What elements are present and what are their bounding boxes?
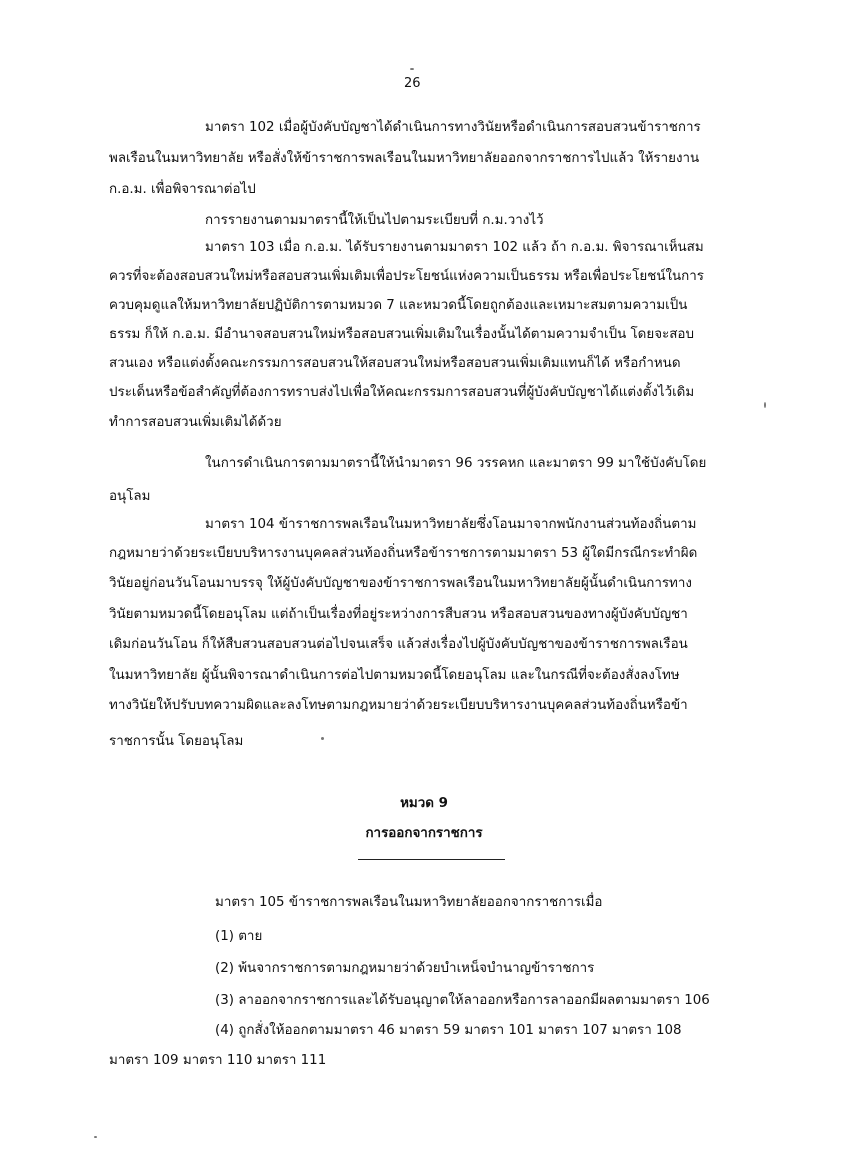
section-102-line-1: มาตรา 102 เมื่อผู้บังคับบัญชาได้ดำเนินการทางวินัยหรือดำเนินการสอบสวนข้าราชการ	[205, 120, 701, 135]
section-103-line-5: สวนเอง หรือแต่งตั้งคณะกรรมการสอบสวนให้สอบสวนใหม่หรือสอบสวนเพิ่มเติมแทนก็ได้ หรือกำหนด	[109, 356, 681, 371]
section-105-item-3: (3) ลาออกจากราชการและได้รับอนุญาตให้ลาออกหรือการลาออกมีผลตามมาตรา 106	[215, 993, 710, 1008]
section-104-line-8: ราชการนั้น โดยอนุโลม	[109, 734, 244, 749]
section-103-line-1: มาตรา 103 เมื่อ ก.อ.ม. ได้รับรายงานตามมาตรา 102 แล้ว ถ้า ก.อ.ม. พิจารณาเห็นสม	[205, 240, 704, 255]
scan-speck	[410, 68, 414, 70]
section-104-line-5: เดิมก่อนวันโอน ก็ให้สืบสวนสอบสวนต่อไปจนเสร็จ แล้วส่งเรื่องไปผู้บังคับบัญชาของข้าราชการพลเรือน	[109, 637, 688, 652]
section-103-line-2: ควรที่จะต้องสอบสวนใหม่หรือสอบสวนเพิ่มเติมเพื่อประโยชน์แห่งความเป็นธรรม หรือเพื่อประโยชน์ในการ	[109, 269, 705, 284]
scan-speck	[764, 402, 766, 408]
page-number: 26	[404, 76, 421, 91]
section-105-continuation: มาตรา 109 มาตรา 110 มาตรา 111	[109, 1053, 327, 1068]
chapter-title: การออกจากราชการ	[365, 826, 483, 841]
chapter-divider	[358, 859, 505, 860]
section-103-line-7: ทำการสอบสวนเพิ่มเติมได้ด้วย	[109, 415, 282, 430]
section-102-line-2: พลเรือนในมหาวิทยาลัย หรือสั่งให้ข้าราชการพลเรือนในมหาวิทยาลัยออกจากราชการไปแล้ว ให้รายงาน	[109, 151, 700, 166]
section-104-line-4: วินัยตามหมวดนี้โดยอนุโลม แต่ถ้าเป็นเรื่องที่อยู่ระหว่างการสืบสวน หรือสอบสวนของทางผู้บังคับบัญชา	[109, 607, 688, 622]
section-103-note-line-2: อนุโลม	[109, 489, 151, 504]
scan-speck	[94, 1136, 97, 1138]
section-102-note: การรายงานตามมาตรานี้ให้เป็นไปตามระเบียบที่ ก.ม.วางไว้	[205, 213, 544, 228]
section-104-line-3: วินัยอยู่ก่อนวันโอนมาบรรจุ ให้ผู้บังคับบัญชาของข้าราชการพลเรือนในมหาวิทยาลัยผู้นั้นดำเนินการทาง	[109, 576, 692, 591]
section-105-item-4: (4) ถูกสั่งให้ออกตามมาตรา 46 มาตรา 59 มาตรา 101 มาตรา 107 มาตรา 108	[215, 1023, 682, 1038]
section-103-line-3: ควบคุมดูแลให้มหาวิทยาลัยปฏิบัติการตามหมวด 7 และหมวดนี้โดยถูกต้องและเหมาะสมตามความเป็น	[109, 298, 688, 313]
section-103-note-line-1: ในการดำเนินการตามมาตรานี้ให้นำมาตรา 96 วรรคหก และมาตรา 99 มาใช้บังคับโดย	[205, 456, 707, 471]
chapter-heading: หมวด 9	[400, 796, 448, 811]
section-105-intro: มาตรา 105 ข้าราชการพลเรือนในมหาวิทยาลัยออกจากราชการเมื่อ	[215, 895, 603, 910]
section-105-item-1: (1) ตาย	[215, 929, 263, 944]
section-103-line-4: ธรรม ก็ให้ ก.อ.ม. มีอำนาจสอบสวนใหม่หรือสอบสวนเพิ่มเติมในเรื่องนั้นได้ตามความจำเป็น โดยจะสอบ	[109, 327, 694, 342]
section-102-line-3: ก.อ.ม. เพื่อพิจารณาต่อไป	[109, 182, 256, 197]
section-104-line-2: กฎหมายว่าด้วยระเบียบบริหารงานบุคคลส่วนท้องถิ่นหรือข้าราชการตามมาตรา 53 ผู้ใดมีกรณีกระทำผิด	[109, 546, 698, 561]
section-104-line-7: ทางวินัยให้ปรับบทความผิดและลงโทษตามกฎหมายว่าด้วยระเบียบบริหารงานบุคคลส่วนท้องถิ่นหรือข้า	[109, 698, 688, 713]
section-104-line-6: ในมหาวิทยาลัย ผู้นั้นพิจารณาดำเนินการต่อไปตามหมวดนี้โดยอนุโลม และในกรณีที่จะต้องสั่งลงโทษ	[109, 668, 680, 683]
section-105-item-2: (2) พ้นจากราชการตามกฎหมายว่าด้วยบำเหน็จบำนาญข้าราชการ	[215, 961, 595, 976]
scan-speck	[321, 737, 324, 740]
section-103-line-6: ประเด็นหรือข้อสำคัญที่ต้องการทราบส่งไปเพื่อให้คณะกรรมการสอบสวนที่ผู้บังคับบัญชาได้แต่งตั้งไว้เดิม	[109, 385, 695, 400]
section-104-line-1: มาตรา 104 ข้าราชการพลเรือนในมหาวิทยาลัยซึ่งโอนมาจากพนักงานส่วนท้องถิ่นตาม	[205, 517, 697, 532]
